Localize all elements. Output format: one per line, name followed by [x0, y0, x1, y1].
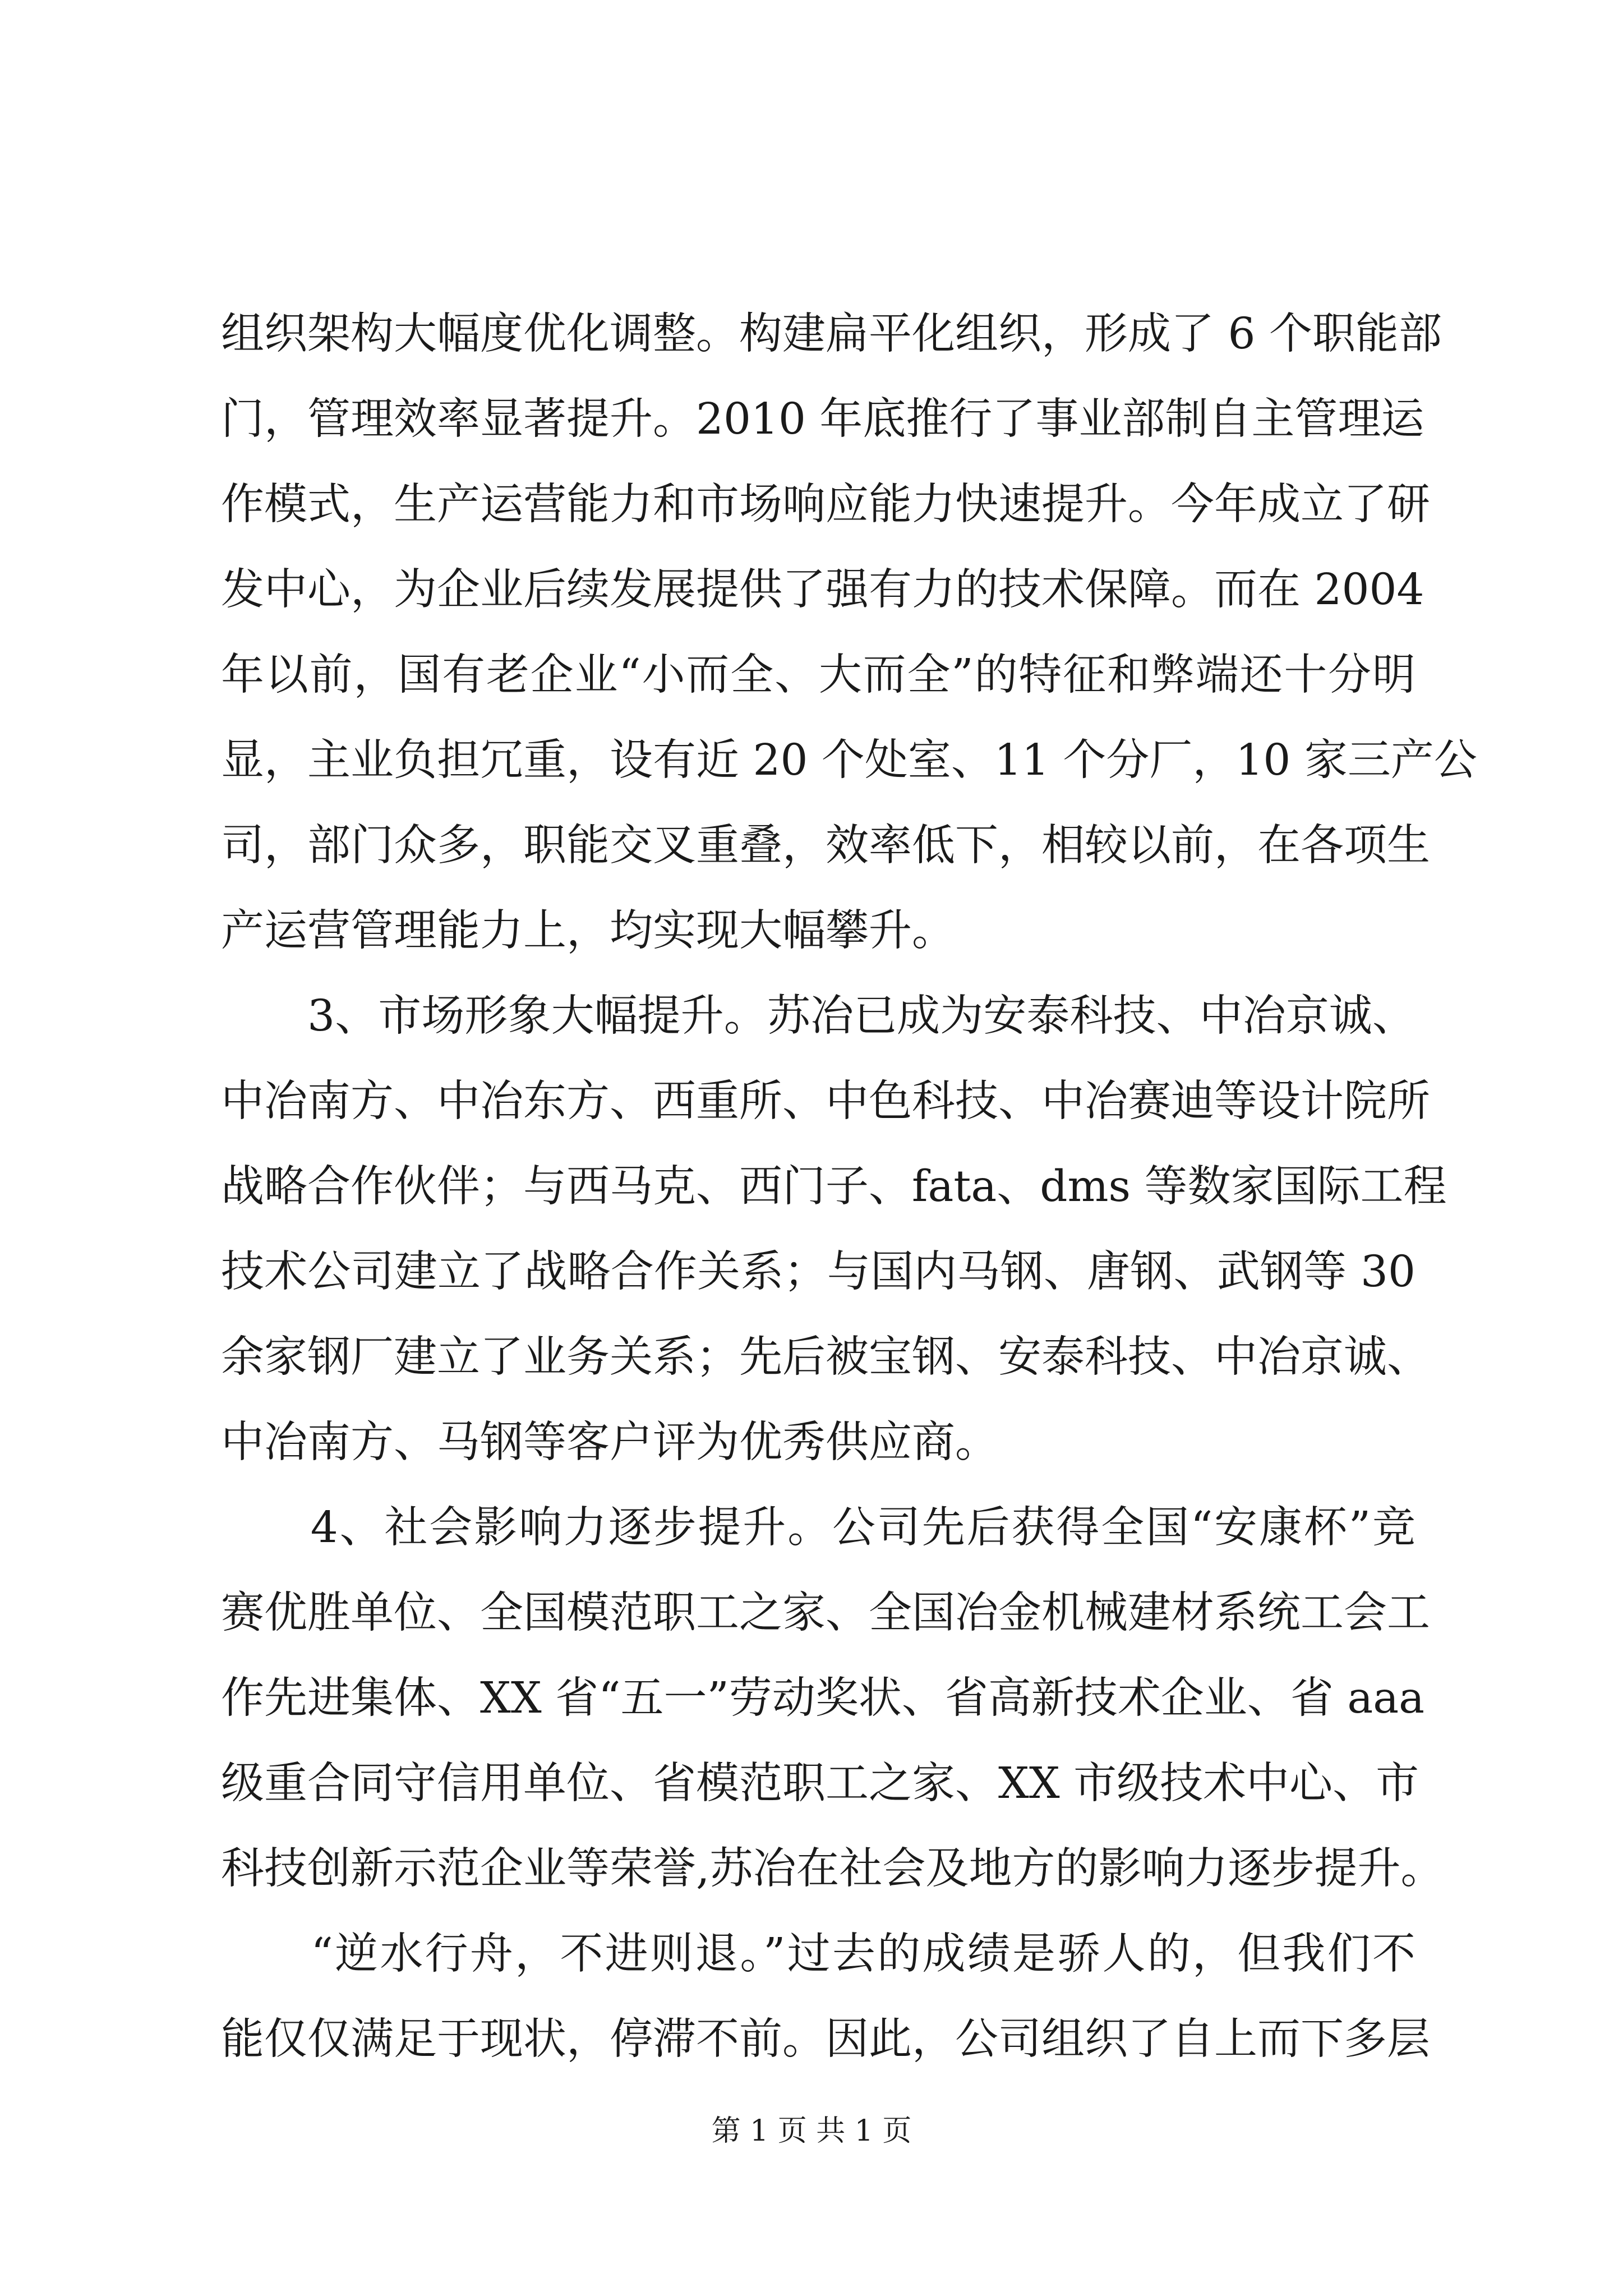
- text-line: 作先进集体、XX 省“五一”劳动奖状、省高新技术企业、省 aaa: [221, 1673, 1425, 1723]
- text-line: 门，管理效率显著提升。2010 年底推行了事业部制自主管理运: [221, 394, 1424, 444]
- text-line: 产运营管理能力上，均实现大幅攀升。: [221, 906, 955, 956]
- text-line: 4、社会影响力逐步提升。公司先后获得全国“安康杯”竞: [221, 1503, 1415, 1553]
- text-line: “逆水行舟，不进则退。”过去的成绩是骄人的，但我们不: [221, 1929, 1415, 1979]
- text-line: 发中心，为企业后续发展提供了强有力的技术保障。而在 2004: [221, 565, 1424, 615]
- text-line: 年以前，国有老企业“小而全、大而全”的特征和弊端还十分明: [221, 650, 1415, 700]
- text-line: 司，部门众多，职能交叉重叠，效率低下，相较以前，在各项生: [221, 821, 1430, 871]
- text-line: 中冶南方、中冶东方、西重所、中色科技、中冶赛迪等设计院所: [221, 1076, 1430, 1126]
- text-line: 级重合同守信用单位、省模范职工之家、XX 市级技术中心、市: [221, 1759, 1419, 1809]
- text-line: 余家钢厂建立了业务关系；先后被宝钢、安泰科技、中冶京诚、: [221, 1332, 1430, 1382]
- text-line: 能仅仅满足于现状，停滞不前。因此，公司组织了自上而下多层: [221, 2014, 1430, 2064]
- text-line: 赛优胜单位、全国模范职工之家、全国冶金机械建材系统工会工: [221, 1588, 1430, 1638]
- text-line: 作模式，生产运营能力和市场响应能力快速提升。今年成立了研: [221, 480, 1430, 530]
- text-line: 中冶南方、马钢等客户评为优秀供应商。: [221, 1418, 998, 1467]
- text-line: 科技创新示范企业等荣誉,苏冶在社会及地方的影响力逐步提升。: [221, 1844, 1444, 1894]
- text-line: 3、市场形象大幅提升。苏冶已成为安泰科技、中冶京诚、: [221, 991, 1415, 1041]
- text-line: 技术公司建立了战略合作关系；与国内马钢、唐钢、武钢等 30: [221, 1247, 1415, 1297]
- text-line: 组织架构大幅度优化调整。构建扁平化组织，形成了 6 个职能部: [221, 309, 1442, 359]
- page-footer: 第 1 页 共 1 页: [711, 2114, 912, 2148]
- text-line: 显，主业负担冗重，设有近 20 个处室、11 个分厂，10 家三产公: [221, 735, 1477, 785]
- text-line: 战略合作伙伴；与西马克、西门子、fata、dms 等数家国际工程: [221, 1162, 1447, 1212]
- body-text: [221, 292, 1477, 2082]
